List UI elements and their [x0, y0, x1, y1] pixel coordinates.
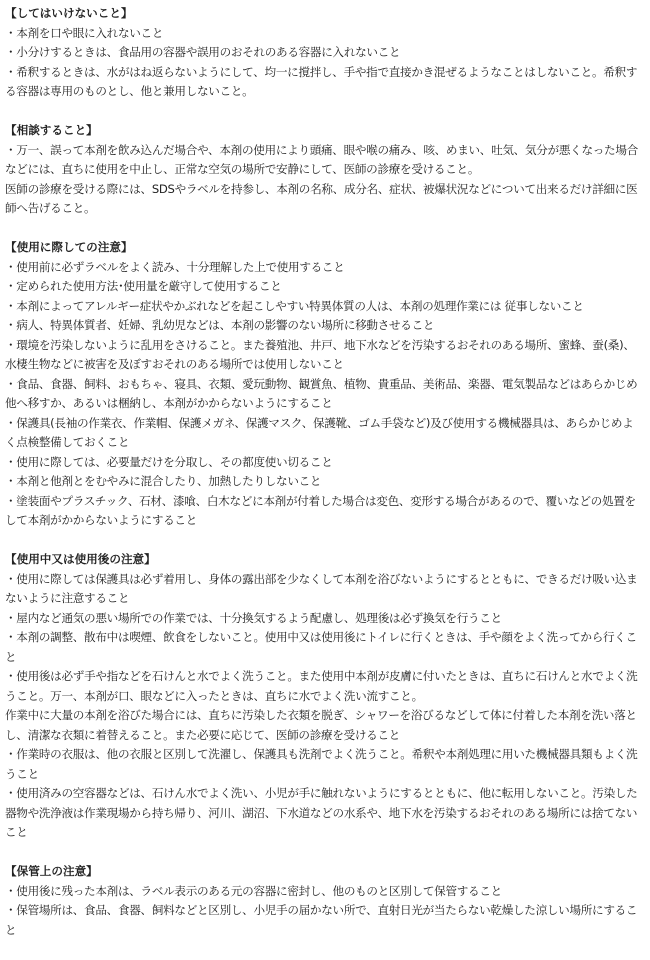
list-item: ・使用済みの空容器などは、石けん水でよく洗い、小児が手に触れないようにするとともに、他に転用しないこと。汚染した器物や洗浄液は作業現場から持ち帰り、河川、湖沼、下水道などの水系や、地下水を汚染するおそれのある場所には捨てないこと [5, 786, 638, 839]
list-item: ・使用後は必ず手や指などを石けんと水でよく洗うこと。また使用中本剤が皮膚に付いたときは、直ちに石けんと水でよく洗うこと。万一、本剤が口、眼などに入ったときは、直ちに水でよく洗い流すこと。 [5, 669, 638, 703]
section-during-after-use [5, 550, 642, 843]
list-item: ・保護具(長袖の作業衣、作業帽、保護メガネ、保護マスク、保護靴、ゴム手袋など)及び使用する機械器具は、あらかじめよく点検整備しておくこと [5, 415, 634, 449]
section-heading: 【保管上の注意】 [5, 864, 98, 878]
section-heading: 【使用に際しての注意】 [5, 240, 133, 254]
list-item: ・定められた使用方法･使用量を厳守して使用すること [5, 279, 282, 293]
list-item: ・万一、誤って本剤を飲み込んだ場合や、本剤の使用により頭痛、眼や喉の痛み、咳、めまい、吐気、気分が悪くなった場合などには、直ちに使用を中止し、正常な空気の場所で安静にして、医師の診療を受けること。 [5, 142, 638, 176]
list-item: ・屋内など通気の悪い場所での作業では、十分換気するよう配慮し、処理後は必ず換気を行うこと [5, 610, 502, 625]
list-item: ・小分けするときは、食品用の容器や誤用のおそれのある容器に入れないこと [5, 45, 401, 59]
list-item: ・本剤と他剤とをむやみに混合したり、加熱したりしないこと [5, 474, 322, 488]
list-item: ・保管場所は、食品、食器、飼料などと区別し、小児手の届かない所で、直射日光が当たらない乾燥した涼しい場所にすること [5, 903, 638, 937]
list-item: ・食品、食器、飼料、おもちゃ、寝具、衣類、愛玩動物、観賞魚、植物、貴重品、美術品、楽器、電気製品などはあらかじめ他へ移すか、あるいは梱納し、本剤がかからないようにすること [5, 376, 638, 410]
list-item: ・病人、特異体質者、妊婦、乳幼児などは、本剤の影響のない場所に移動させること [5, 318, 435, 332]
list-item: ・作業時の衣服は、他の衣服と区別して洗濯し、保護具も洗剤でよく洗うこと。希釈や本剤処理に用いた機械器具類もよく洗うこと [5, 747, 638, 781]
section-usage-notes [5, 238, 642, 531]
list-item: ・使用に際しては、必要量だけを分取し、その都度使い切ること [5, 454, 333, 469]
list-item: 作業中に大量の本剤を浴びた場合には、直ちに汚染した衣類を脱ぎ、シャワーを浴びるなどして体に付着した本剤を洗い落とし、清潔な衣類に着替えること。また必要に応じて、医師の診療を受けること [5, 708, 637, 742]
list-item: ・本剤によってアレルギー症状やかぶれなどを起こしやすい特異体質の人は、本剤の処理作業には 従事しないこと [5, 298, 584, 313]
list-item: ・使用前に必ずラベルをよく読み、十分理解した上で使用すること [5, 259, 345, 274]
list-item: 医師の診療を受ける際には、SDSやラベルを持参し、本剤の名称、成分名、症状、被爆状況などについて出来るだけ詳細に医師へ告げること。 [5, 181, 638, 215]
section-storage [5, 862, 642, 940]
list-item: ・使用後に残った本剤は、ラベル表示のある元の容器に密封し、他のものと区別して保管すること [5, 883, 502, 898]
list-item: ・使用に際しては保護具は必ず着用し、身体の露出部を少なくして本剤を浴びないようにするとともに、できるだけ吸い込まないように注意すること [5, 571, 638, 605]
list-item: ・希釈するときは、水がはね返らないようにして、均一に撹拌し、手や指で直接かき混ぜるようなことはしないこと。希釈する容器は専用のものとし、他と兼用しないこと。 [5, 64, 638, 98]
section-heading: 【相談すること】 [5, 123, 98, 137]
section-heading: 【使用中又は使用後の注意】 [5, 552, 156, 566]
list-item: ・環境を汚染しないように乱用をさけること。また養殖池、井戸、地下水などを汚染するおそれのある場所、蜜蜂、蚕(桑)、水棲生物などに被害を及ぼすおそれのある場所では使用しないこと [5, 337, 635, 371]
section-prohibited [5, 4, 642, 102]
list-item: ・本剤を口や眼に入れないこと [5, 25, 164, 40]
section-consult [5, 121, 642, 219]
section-heading: 【してはいけないこと】 [5, 6, 133, 20]
list-item: ・塗装面やプラスチック、石材、漆喰、白木などに本剤が付着した場合は変色、変形する場合があるので、覆いなどの処置をして本剤がかからないようにすること [5, 493, 636, 527]
list-item: ・本剤の調整、散布中は喫煙、飲食をしないこと。使用中又は使用後にトイレに行くときは、手や顔をよく洗ってから行くこと [5, 630, 637, 664]
